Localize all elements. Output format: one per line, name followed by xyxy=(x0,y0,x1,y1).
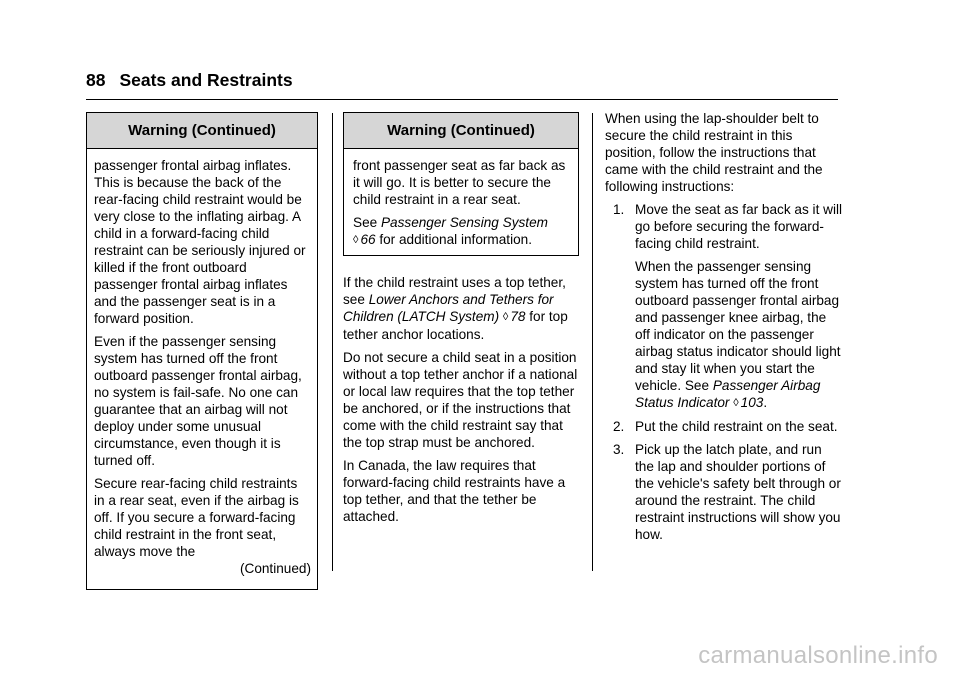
paragraph: In Canada, the law requires that forward-facing child restraints have a top tether, and that the tether be attached. xyxy=(343,458,566,524)
page-reference[interactable]: 66 xyxy=(360,232,376,247)
paragraph: Do not secure a child seat in a position without a top tether anchor if a national or local law requires that the top tether be anchored, or if the instructions that come with the child restraint say that the top strap must be anchored. xyxy=(343,350,578,450)
warning-body xyxy=(344,149,578,255)
warning-reference xyxy=(353,214,572,249)
body-text xyxy=(343,274,579,525)
page-reference[interactable]: 78 xyxy=(510,309,526,324)
page-reference[interactable]: 103 xyxy=(740,395,764,410)
warning-box-1 xyxy=(86,112,318,590)
warning-paragraph: front passenger seat as far back as it will go. It is better to secure the child restraint in a rear seat. xyxy=(353,158,566,207)
warning-paragraph: passenger frontal airbag inflates. This is because the back of the rear-facing child restraint would be very close to the inflating airbag. A child in a forward-facing child restraint can be seriously injured or killed if the front outboard passenger frontal airbag inflates and the passenger seat is in a forward position. xyxy=(94,158,306,326)
step-number: 2. xyxy=(613,419,625,434)
page-arrow-icon: ◊ xyxy=(733,397,739,409)
reference-link[interactable]: Lower Anchors and Tethers for Children (LATCH System) xyxy=(343,292,554,324)
continued-label: (Continued) xyxy=(239,561,311,576)
page-arrow-icon: ◊ xyxy=(353,234,359,246)
list-item xyxy=(605,418,843,435)
list-item xyxy=(605,441,843,543)
section-title: Seats and Restraints xyxy=(119,70,293,90)
warning-title: Warning (Continued) xyxy=(87,113,317,149)
header-rule xyxy=(86,99,838,100)
page-header xyxy=(86,72,293,89)
paragraph xyxy=(343,274,579,343)
paragraph-text: for top tether anchor locations. xyxy=(343,309,568,342)
column-divider xyxy=(592,113,593,571)
column-3 xyxy=(605,110,843,549)
see-label: See xyxy=(353,215,378,230)
list-item xyxy=(605,201,843,412)
warning-body xyxy=(87,149,317,589)
intro-paragraph: When using the lap-shoulder belt to secure the child restraint in this position, follow the instructions that came with the child restraint and the following instructions: xyxy=(605,111,823,194)
watermark: carmanualsonline.info xyxy=(698,642,938,669)
step-note-text: When the passenger sensing system has turned off the front outboard passenger frontal airbag and passenger knee airbag, the off indicator on the passenger airbag status indicator should light and stay lit when you start the vehicle. See xyxy=(635,259,841,393)
step-number: 1. xyxy=(613,202,625,217)
step-note-tail: . xyxy=(763,395,768,410)
warning-paragraph: Secure rear-facing child restraints in a rear seat, even if the airbag is off. If you secure a forward-facing child restraint in the front seat, always move the xyxy=(94,476,299,559)
column-1 xyxy=(86,112,318,590)
step-note xyxy=(635,258,843,412)
page-arrow-icon: ◊ xyxy=(502,311,509,323)
step-number: 3. xyxy=(613,442,625,457)
paragraph-text: If the child restraint uses a top tether, see xyxy=(343,275,566,307)
step-text: Put the child restraint on the seat. xyxy=(635,419,838,434)
warning-title: Warning (Continued) xyxy=(344,113,578,149)
column-2 xyxy=(343,112,579,531)
page-number: 88 xyxy=(86,70,106,90)
reference-link[interactable]: Passenger Sensing System xyxy=(380,215,548,230)
column-divider xyxy=(332,113,333,571)
reference-link[interactable]: Passenger Airbag Status Indicator xyxy=(635,378,821,410)
step-text: Pick up the latch plate, and run the lap and shoulder portions of the vehicle's safety belt through or around the restraint. The child restraint instructions will show you how. xyxy=(635,442,841,542)
warning-box-2 xyxy=(343,112,579,256)
warning-paragraph: Even if the passenger sensing system has turned off the front outboard passenger frontal airbag, no system is fail-safe. No one can guarantee that an airbag will not deploy under some unusual circumstance, even though it is turned off. xyxy=(94,334,302,468)
steps-list xyxy=(605,201,843,543)
reference-tail: for additional information. xyxy=(379,232,532,247)
step-text: Move the seat as far back as it will go before securing the forward-facing child restraint. xyxy=(635,202,843,251)
